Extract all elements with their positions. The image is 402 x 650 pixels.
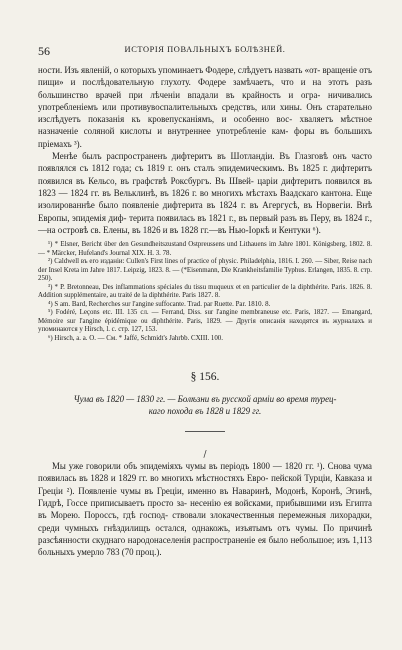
section-number: § 156. [190, 371, 220, 384]
text-line: Онъ старательно изслѣдуетъ показанія къ кровепусканіямъ, и особенно вос- [38, 101, 372, 125]
text-line: Наваринѣ, Модонѣ, Коронѣ, Эгинѣ, Гидрѣ, Госсе приписываетъ просто за- [38, 485, 372, 509]
page-number: 56 [38, 44, 50, 58]
text-line: умерло 783 (70 проц.). [76, 547, 162, 558]
paragraph-diphtheria [38, 150, 372, 236]
footnote: ³) * P. Bretonneau, Des inflammations spéciales du tissu muqueux et en particulier de la diphthérite. Paris. 1826. 8. Addition supplémentaire, au traité de la diphthérite. Paris 1827. 8. [38, 283, 372, 300]
text-line: Мы уже говорили объ эпидеміяхъ чумы въ періодъ 1800 — 1820 гг. ¹). [52, 461, 325, 472]
text-line: дифтерита въ 1824 г. въ Агергусѣ, въ Норвегіи. Внѣ Европы, эпидемія диф- [38, 200, 373, 223]
footnotes [38, 241, 372, 343]
paragraph-continued [38, 64, 372, 150]
section-rule [185, 431, 225, 432]
footnote: ⁵) Fodéré, Leçons etc. III. 135 сл. — Ferrand, Diss. sur l'angine membraneuse etc. Paris, 1827. — Emangard, Mémoire sur l'angine épidémique ou diphthérite. Paris, 1829. — Другія описанія находятся въ журналахъ и упоминаются у Hirsch, l. c. стр. 127, 153. [38, 309, 372, 334]
footnote: ⁶) Hirsch, a. a. O. — См. * Jaffé, Schmidt's Jahrbb. CXIII. 100. [48, 334, 223, 342]
page-body [38, 64, 372, 559]
running-head: ИСТОРІЯ ПОВАЛЬНЫХЪ БОЛѢЗНЕЙ. [124, 45, 286, 54]
text-line: форы въ большихъ пріемахъ ³). [38, 126, 372, 149]
margin-mark: / [203, 450, 207, 461]
footnote: ⁴) S am. Bard, Recherches sur l'angine suffocante. Trad. par Ruette. Par. 1810. 8. [48, 300, 271, 308]
section-title-line: каго похода въ 1828 и 1829 гг. [148, 406, 262, 417]
text-line: часто появлялся съ 1812 года; съ 1819 г. онъ сталъ эпидемическимъ. Въ [38, 151, 372, 174]
footnote: ²) Caldwell въ его изданіи: Cullen's First lines of practice of physic. Philadelphia, 1816. I. 260. — Siber, Reise nach der Insel Kreta im Jahre 1817. Leipzig, 1823. 8. — (*Eisenmann, Die Krankheitsfamilie Typhus. Erlangen, 1835. 8. стр. 250). [38, 258, 372, 283]
text-line: на этотъ разъ большинство врачей при лѣченіи впадали въ крайность и огра- [38, 77, 372, 100]
text-line: остался, однакожъ, изъятымъ отъ чумы. По причинѣ разсѣянности скуднаго [38, 522, 373, 545]
text-line: св. Елены, въ 1826 и въ 1828 гг.—въ Нью-Іоркѣ и Кентуки ⁶). [90, 224, 321, 235]
text-line: во многихъ мѣстахъ Ваадскаго кантона. Еще изолированнѣе было появленіе [38, 187, 372, 211]
text-line: несенію ея войсками, прибывшими изъ Египта въ Морею. Пороссъ, гдѣ господ- [38, 498, 372, 521]
text-line: Снова чума появилась въ 1828 и 1829 гг. во многихъ мѣстностяхъ Евро- [38, 461, 372, 484]
text-line: Менѣе былъ распространенъ дифтеритъ въ Шотландіи. Въ Глазговѣ онъ [52, 151, 347, 162]
section-title-line: Чума въ 1820 — 1830 гг. — Болѣзни въ русской арміи во время турец- [73, 394, 337, 405]
text-line: ничивались употребленіемъ или противувоспалительныхъ средствъ, или хины. [38, 89, 373, 112]
footnote: ¹) * Elsner, Bericht über den Gesundheitszustand Ostpreussens und Lithauens im Jahre 1801. Königsberg, 1802. 8. — * Märcker, Hufeland's Journal XIX. H. 3. 78. [38, 241, 372, 257]
text-line: ствовали злокачественныя перемежныя лихорадки, среди чумныхъ гнѣздилищъ [38, 510, 372, 533]
text-line: 1825 г. дифтеритъ появился въ Кельсо, въ графствѣ Роксбургъ. Въ Швей- [38, 163, 372, 186]
text-line: ности. Изъ явленій, о которыхъ упоминаетъ Фодере, слѣдуетъ назвать «от- [38, 65, 321, 75]
text-line: хваляетъ мѣстное назначеніе соляной кислоты и внутреннее употребленіе кам- [38, 114, 373, 137]
page-header [38, 44, 372, 58]
text-line: народонаселенія распространеніе ея было небольшое; изъ 1,113 больныхъ [38, 534, 372, 558]
text-line: вращеніе отъ пищи» и послѣдовательную глухоту. Фодере замѣчаетъ, что и [38, 65, 372, 88]
text-line: царіи дифтеритъ появился въ 1823 — 1824 гг. въ Вельклинѣ, въ 1826 г. [38, 175, 372, 198]
section-title [38, 393, 372, 417]
text-line: пейской Турціи, Кавказа и Греціи ²). Появленіе чумы въ Греціи, именно въ [38, 473, 372, 496]
paragraph-plague [38, 460, 372, 558]
text-line: терита появилась въ 1821 г., въ первый разъ въ Перу, въ 1824 г.,—на островѣ [38, 212, 372, 235]
